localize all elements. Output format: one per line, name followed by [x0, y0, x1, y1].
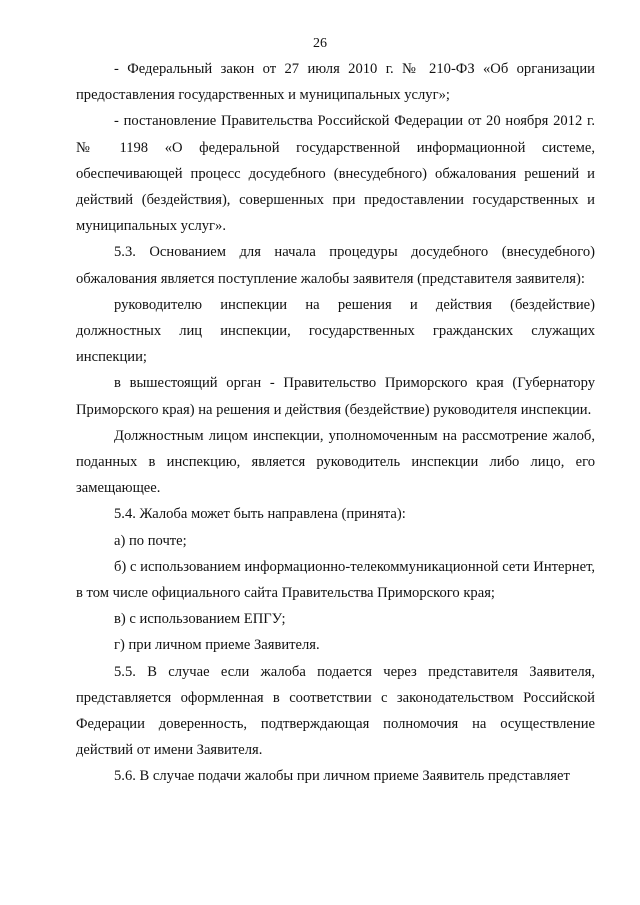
list-item-personal-reception: г) при личном приеме Заявителя.: [114, 637, 320, 654]
list-item-by-mail: а) по почте;: [114, 532, 187, 549]
paragraph-5-4-submission: 5.4. Жалоба может быть направлена (принята):: [114, 506, 406, 523]
document-body: [76, 56, 595, 790]
paragraph-to-higher-authority: в вышестоящий орган - Правительство Приморского края (Губернатору Приморского края) на решения и действия (бездействие) руководителя инспекции.: [76, 375, 595, 418]
paragraph-5-5-representative: 5.5. В случае если жалоба подается через представителя Заявителя, представляется оформленная в соответствии с законодательством Российской Федерации доверенность, подтверждающая полномочия на осуществление действий от имени Заявителя.: [76, 663, 595, 759]
paragraph-law-210-fz: - Федеральный закон от 27 июля 2010 г. № 210-ФЗ «Об организации предоставления государственных и муниципальных услуг»;: [76, 61, 595, 104]
list-item-internet: б) с использованием информационно-телекоммуникационной сети Интернет, в том числе официального сайта Правительства Приморского края;: [76, 558, 595, 602]
paragraph-5-3-grounds: 5.3. Основанием для начала процедуры досудебного (внесудебного) обжалования является поступление жалобы заявителя (представителя заявителя):: [76, 244, 595, 287]
page-number: 26: [313, 36, 327, 51]
paragraph-official-in-charge: Должностным лицом инспекции, уполномоченным на рассмотрение жалоб, поданных в инспекцию, является руководитель инспекции либо лицо, его замещающее.: [76, 427, 595, 497]
list-item-epgu: в) с использованием ЕПГУ;: [114, 611, 286, 628]
paragraph-to-inspection-head: руководителю инспекции на решения и действия (бездействие) должностных лиц инспекции, государственных гражданских служащих инспекции;: [76, 296, 595, 366]
paragraph-resolution-1198: - постановление Правительства Российской Федерации от 20 ноября 2012 г. № 1198 «О федеральной государственной информационной системе, обеспечивающей процесс досудебного (внесудебного) обжалования решений и действий (бездействия), совершенных при предоставлении государственных и муниципальных услуг».: [76, 113, 595, 235]
paragraph-5-6-personal-submission: 5.6. В случае подачи жалобы при личном приеме Заявитель представляет: [114, 768, 570, 785]
